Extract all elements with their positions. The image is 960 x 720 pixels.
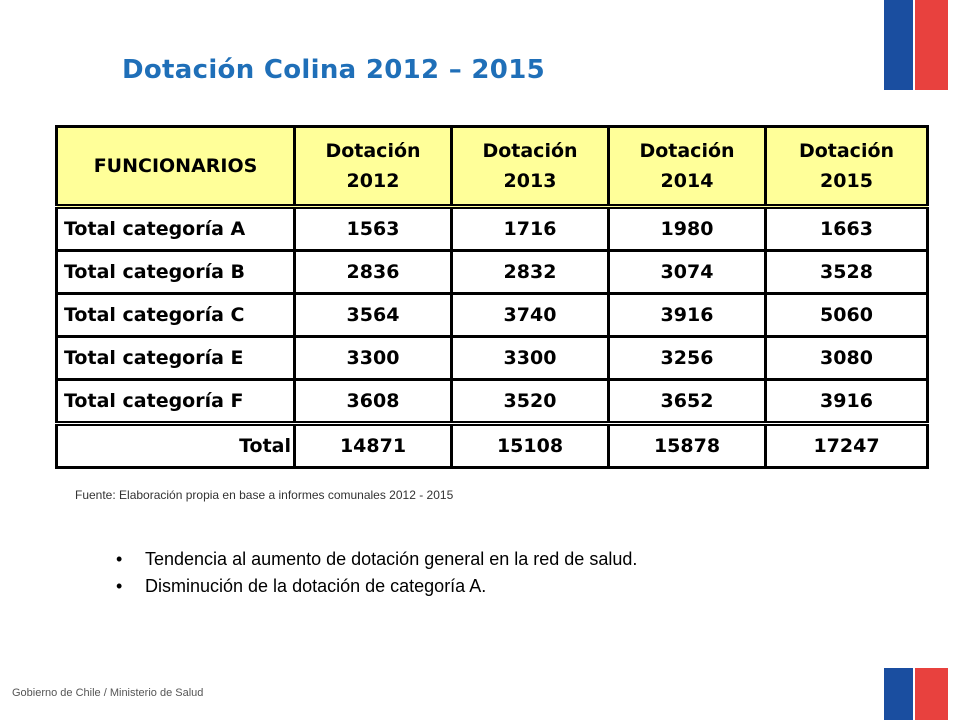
row-label: Total categoría E: [57, 337, 295, 380]
table-cell: 3564: [295, 294, 452, 337]
table-cell: 3080: [766, 337, 928, 380]
staffing-table: [55, 125, 929, 469]
table-row: [57, 251, 928, 294]
total-cell: 17247: [766, 424, 928, 468]
table-cell: 2836: [295, 251, 452, 294]
row-label: Total categoría C: [57, 294, 295, 337]
table-header-row: [57, 127, 928, 207]
table-cell: 2832: [452, 251, 609, 294]
table-cell: 3608: [295, 380, 452, 424]
header-year: Dotación 2015: [766, 127, 928, 207]
table-row: [57, 380, 928, 424]
table-cell: 3520: [452, 380, 609, 424]
bullet-list: [112, 546, 637, 600]
table-cell: 3074: [609, 251, 766, 294]
table-cell: 3916: [766, 380, 928, 424]
header-year: Dotación 2012: [295, 127, 452, 207]
total-label: Total: [57, 424, 295, 468]
header-year: Dotación 2013: [452, 127, 609, 207]
row-label: Total categoría B: [57, 251, 295, 294]
row-label: Total categoría A: [57, 207, 295, 251]
table-cell: 3740: [452, 294, 609, 337]
table-cell: 1663: [766, 207, 928, 251]
table-cell: 3528: [766, 251, 928, 294]
source-note: Fuente: Elaboración propia en base a informes comunales 2012 - 2015: [75, 488, 454, 502]
bullet-item: • Disminución de la dotación de categoría A.: [112, 573, 637, 600]
table-row: [57, 294, 928, 337]
row-label: Total categoría F: [57, 380, 295, 424]
table-row: [57, 337, 928, 380]
page-title: Dotación Colina 2012 – 2015: [122, 55, 545, 85]
table-row: [57, 207, 928, 251]
bullet-dot: •: [116, 576, 123, 596]
chile-flag-logo-top: [880, 0, 948, 90]
table-cell: 3652: [609, 380, 766, 424]
total-cell: 14871: [295, 424, 452, 468]
bullet-dot: •: [116, 549, 123, 569]
table-cell: 3300: [452, 337, 609, 380]
chile-flag-logo-bottom: [880, 668, 948, 720]
table-cell: 5060: [766, 294, 928, 337]
header-funcionarios: FUNCIONARIOS: [57, 127, 295, 207]
total-cell: 15878: [609, 424, 766, 468]
table-cell: 1716: [452, 207, 609, 251]
header-year: Dotación 2014: [609, 127, 766, 207]
table-cell: 3256: [609, 337, 766, 380]
table-cell: 3916: [609, 294, 766, 337]
table-cell: 1563: [295, 207, 452, 251]
total-row: [57, 424, 928, 468]
table-cell: 1980: [609, 207, 766, 251]
total-cell: 15108: [452, 424, 609, 468]
table-cell: 3300: [295, 337, 452, 380]
footer-text: Gobierno de Chile / Ministerio de Salud: [12, 687, 204, 699]
bullet-item: • Tendencia al aumento de dotación general en la red de salud.: [112, 546, 637, 573]
